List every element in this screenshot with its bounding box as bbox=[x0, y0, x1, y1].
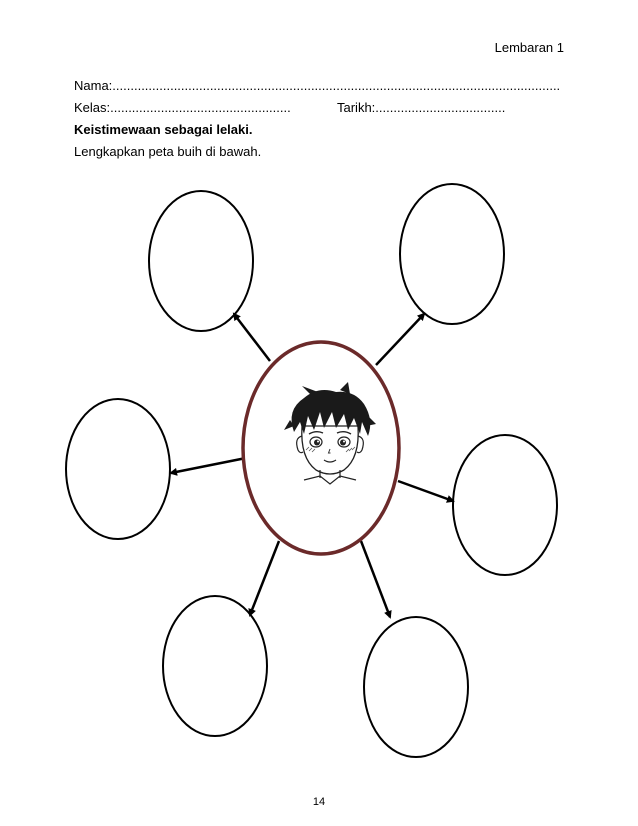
arrow-to-top-right bbox=[376, 314, 424, 365]
worksheet-title: Keistimewaan sebagai lelaki. bbox=[74, 122, 253, 137]
page-number: 14 bbox=[312, 796, 326, 808]
arrow-to-middle-left bbox=[171, 458, 246, 473]
bubble-middle-left bbox=[66, 399, 170, 539]
bubble-top-left bbox=[149, 191, 253, 331]
name-label: Nama: bbox=[74, 78, 113, 93]
bubble-bottom-left bbox=[163, 596, 267, 736]
class-dotted-line: .................................................. bbox=[110, 100, 291, 115]
class-label: Kelas: bbox=[74, 100, 111, 115]
date-dotted-line: .................................... bbox=[375, 100, 506, 115]
bubble-bottom-right bbox=[364, 617, 468, 757]
name-dotted-line: ............................................................................................................................ bbox=[112, 78, 561, 93]
worksheet-instruction: Lengkapkan peta buih di bawah. bbox=[74, 144, 262, 159]
date-label: Tarikh: bbox=[337, 100, 376, 115]
arrow-to-top-left bbox=[234, 314, 270, 361]
arrow-to-bottom-right bbox=[361, 541, 390, 617]
bubble-middle-right bbox=[453, 435, 557, 575]
bubble-top-right bbox=[400, 184, 504, 324]
arrow-to-bottom-left bbox=[250, 541, 279, 615]
sheet-label: Lembaran 1 bbox=[494, 40, 564, 55]
arrow-to-middle-right bbox=[398, 481, 453, 501]
